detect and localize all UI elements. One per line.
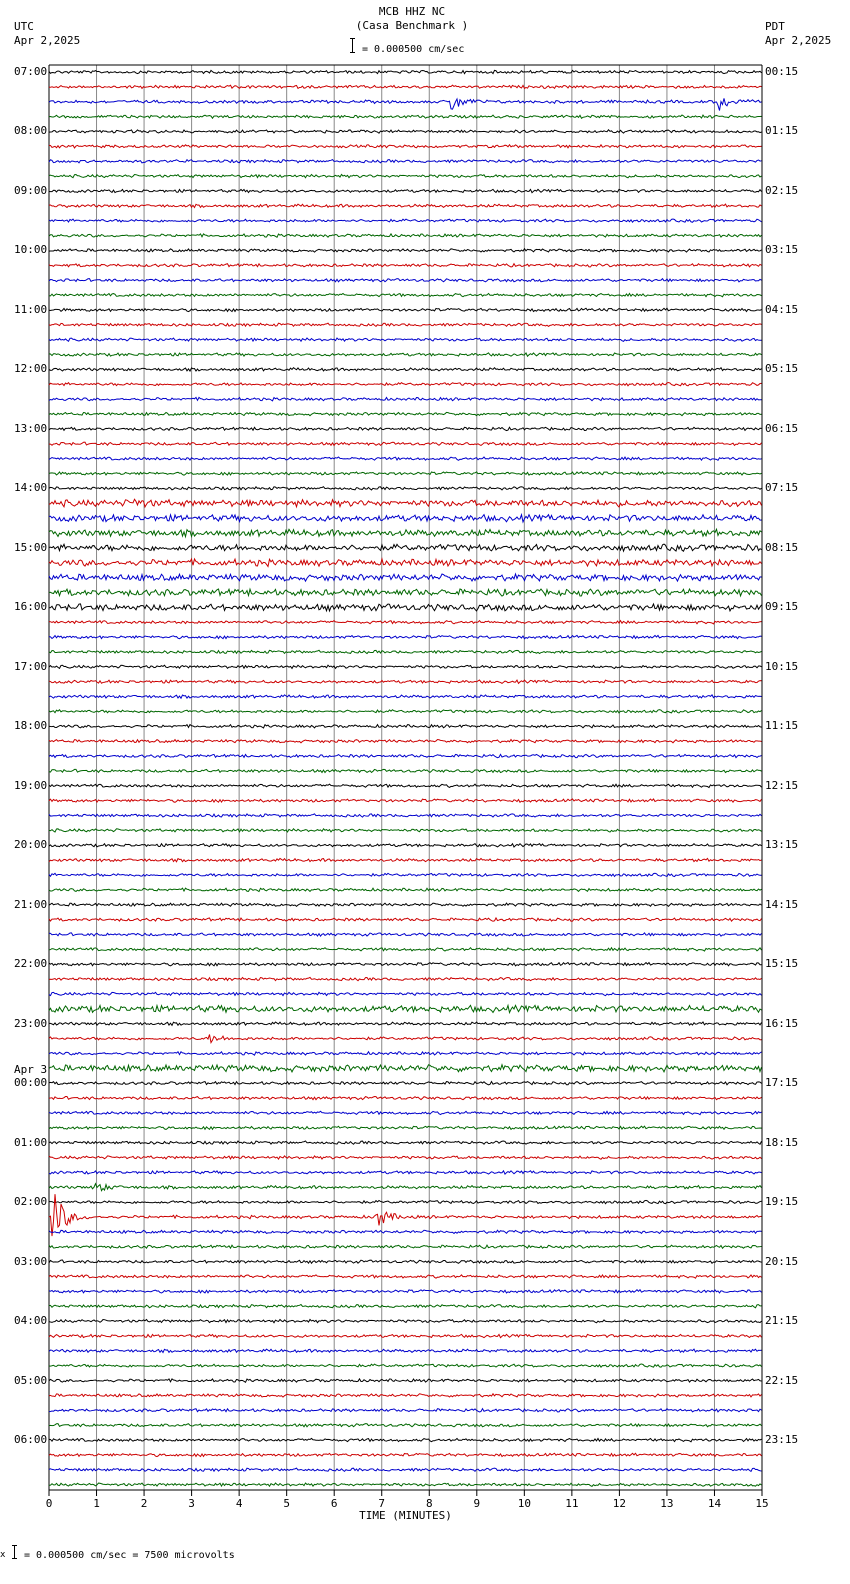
trace-row xyxy=(49,948,762,951)
trace-row xyxy=(49,754,762,757)
trace-row xyxy=(49,1126,762,1129)
trace-row xyxy=(49,1394,762,1397)
x-tick-label: 14 xyxy=(707,1497,722,1510)
trace-row xyxy=(49,1468,762,1471)
trace-row xyxy=(49,1171,762,1174)
trace-row xyxy=(49,1305,762,1308)
x-tick-label: 0 xyxy=(45,1497,53,1510)
trace-row xyxy=(49,145,762,148)
trace-row xyxy=(49,515,762,522)
trace-row xyxy=(49,829,762,832)
trace-row xyxy=(49,963,762,966)
trace-row xyxy=(49,873,762,876)
trace-row xyxy=(49,918,762,921)
trace-row xyxy=(49,1290,762,1293)
trace-row xyxy=(49,1200,762,1203)
utc-hour-label: 17:00 xyxy=(14,659,48,673)
pdt-hour-label: 09:15 xyxy=(765,600,799,614)
x-tick-label: 6 xyxy=(330,1497,338,1510)
utc-hour-label: 23:00 xyxy=(14,1016,48,1030)
trace-row xyxy=(49,70,762,73)
trace-row xyxy=(49,1424,762,1427)
x-tick-label: 15 xyxy=(755,1497,769,1510)
scale-label: = 0.000500 cm/sec xyxy=(362,44,465,55)
utc-hour-label: 15:00 xyxy=(14,540,48,554)
trace-row xyxy=(49,1194,762,1236)
trace-row xyxy=(49,1245,762,1248)
pdt-hour-label: 17:15 xyxy=(765,1076,799,1090)
pdt-hour-label: 15:15 xyxy=(765,957,799,971)
trace-row xyxy=(49,559,762,567)
x-tick-label: 12 xyxy=(612,1497,627,1510)
x-tick-label: 3 xyxy=(188,1497,195,1510)
station-location: (Casa Benchmark ) xyxy=(355,19,469,32)
trace-row xyxy=(49,1260,762,1263)
pdt-hour-label: 23:15 xyxy=(765,1433,799,1447)
utc-hour-label: 12:00 xyxy=(14,362,48,376)
trace-row xyxy=(49,784,762,787)
trace-row xyxy=(49,695,762,698)
trace-row xyxy=(49,725,762,728)
scale-bar-icon xyxy=(352,38,353,53)
utc-hour-label: 13:00 xyxy=(14,421,48,435)
pdt-hour-label: 22:15 xyxy=(765,1373,799,1387)
pdt-hour-label: 12:15 xyxy=(765,778,799,792)
pdt-hour-label: 21:15 xyxy=(765,1314,799,1328)
pdt-hour-label: 19:15 xyxy=(765,1195,799,1209)
time-axis xyxy=(46,1490,769,1522)
trace-row xyxy=(49,544,762,551)
utc-hour-label: 18:00 xyxy=(14,719,48,733)
pdt-hour-label: 16:15 xyxy=(765,1016,799,1030)
x-tick-label: 13 xyxy=(660,1497,674,1510)
trace-row xyxy=(49,383,762,386)
footer-scale-label: = 0.000500 cm/sec = 7500 microvolts xyxy=(24,1550,235,1561)
trace-row xyxy=(49,279,762,282)
trace-row xyxy=(49,769,762,772)
trace-row xyxy=(49,1483,762,1486)
left-timezone: UTC xyxy=(14,20,34,33)
trace-row xyxy=(49,1438,762,1441)
trace-row xyxy=(49,308,762,311)
trace-row xyxy=(49,353,762,356)
trace-row xyxy=(49,888,762,891)
right-date: Apr 2,2025 xyxy=(765,34,832,47)
pdt-hour-label: 02:15 xyxy=(765,183,799,197)
trace-row xyxy=(49,710,762,713)
trace-row xyxy=(49,130,762,133)
trace-row xyxy=(49,234,762,237)
trace-row xyxy=(49,992,762,995)
trace-row xyxy=(49,412,762,415)
trace-row xyxy=(49,189,762,192)
utc-hour-label: 03:00 xyxy=(14,1254,48,1268)
utc-hour-label: 02:00 xyxy=(14,1195,48,1209)
pdt-hour-label: 18:15 xyxy=(765,1135,799,1149)
pdt-hour-label: 08:15 xyxy=(765,540,799,554)
trace-row xyxy=(49,293,762,296)
trace-row xyxy=(49,204,762,207)
x-axis-title: TIME (MINUTES) xyxy=(359,1509,452,1522)
pdt-hour-label: 10:15 xyxy=(765,659,799,673)
utc-hour-label: 20:00 xyxy=(14,838,48,852)
station-title: MCB HHZ NC xyxy=(378,5,446,18)
x-tick-label: 7 xyxy=(378,1497,386,1510)
trace-row xyxy=(49,799,762,802)
footer-scale-bar-icon xyxy=(14,1545,15,1559)
trace-row xyxy=(49,1453,762,1456)
pdt-hour-label: 06:15 xyxy=(765,421,799,435)
trace-row xyxy=(49,529,762,536)
trace-rows xyxy=(49,70,762,1486)
trace-row xyxy=(49,680,762,683)
trace-row xyxy=(49,1364,762,1367)
trace-row xyxy=(49,604,762,611)
trace-row xyxy=(49,1111,762,1114)
trace-row xyxy=(49,650,762,653)
x-tick-label: 9 xyxy=(473,1497,481,1510)
utc-hour-label: 05:00 xyxy=(14,1373,48,1387)
pdt-hour-label: 03:15 xyxy=(765,243,799,257)
x-tick-label: 11 xyxy=(565,1497,579,1510)
trace-row xyxy=(49,427,762,430)
trace-row xyxy=(49,397,762,400)
trace-row xyxy=(49,1022,762,1025)
trace-row xyxy=(49,115,762,118)
x-tick-label: 5 xyxy=(283,1497,290,1510)
trace-row xyxy=(49,1409,762,1412)
trace-row xyxy=(49,903,762,906)
pdt-hour-label: 00:15 xyxy=(765,65,799,78)
trace-row xyxy=(49,1052,762,1055)
x-tick-label: 2 xyxy=(140,1497,148,1510)
trace-row xyxy=(49,1275,762,1278)
trace-row xyxy=(49,472,762,475)
utc-hour-label: 01:00 xyxy=(14,1135,48,1149)
pdt-hour-label: 14:15 xyxy=(765,897,799,911)
trace-row xyxy=(49,589,762,596)
trace-row xyxy=(49,740,762,743)
utc-hour-label: 08:00 xyxy=(14,124,48,138)
utc-hour-label: 22:00 xyxy=(14,957,48,971)
utc-hour-label: 10:00 xyxy=(14,243,48,257)
trace-row xyxy=(49,249,762,252)
trace-row xyxy=(49,1379,762,1382)
date-change-label: Apr 3 xyxy=(14,1063,48,1077)
pdt-hour-label: 01:15 xyxy=(765,124,799,138)
trace-row xyxy=(49,574,762,581)
trace-row xyxy=(49,1319,762,1322)
left-date: Apr 2,2025 xyxy=(14,34,81,47)
trace-row xyxy=(49,621,762,624)
trace-row xyxy=(49,499,762,507)
trace-row xyxy=(49,844,762,847)
x-tick-label: 1 xyxy=(93,1497,100,1510)
utc-hour-label: 11:00 xyxy=(14,302,48,316)
utc-hour-label: 19:00 xyxy=(14,778,48,792)
trace-row xyxy=(49,264,762,267)
pdt-hour-label: 20:15 xyxy=(765,1254,799,1268)
trace-row xyxy=(49,174,762,177)
trace-row xyxy=(49,1230,762,1233)
utc-hour-label: 09:00 xyxy=(14,183,48,197)
trace-row xyxy=(49,98,762,110)
trace-row xyxy=(49,635,762,638)
trace-row xyxy=(49,1349,762,1352)
trace-row xyxy=(49,85,762,88)
utc-hour-label: 07:00 xyxy=(14,65,48,78)
trace-row xyxy=(49,1065,762,1072)
trace-row xyxy=(49,1141,762,1144)
trace-row xyxy=(49,219,762,222)
x-tick-label: 10 xyxy=(517,1497,531,1510)
x-tick-label: 4 xyxy=(235,1497,243,1510)
trace-row xyxy=(49,368,762,371)
trace-row xyxy=(49,1005,762,1012)
pdt-hour-label: 13:15 xyxy=(765,838,799,852)
trace-row xyxy=(49,1082,762,1085)
pdt-hour-label: 07:15 xyxy=(765,481,799,495)
pdt-hour-label: 11:15 xyxy=(765,719,799,733)
right-timezone: PDT xyxy=(765,20,785,33)
trace-row xyxy=(49,665,762,668)
trace-row xyxy=(49,977,762,980)
trace-row xyxy=(49,933,762,936)
trace-row xyxy=(49,457,762,460)
trace-row xyxy=(49,338,762,341)
trace-row xyxy=(49,160,762,163)
trace-row xyxy=(49,1096,762,1099)
utc-hour-label: 14:00 xyxy=(14,481,48,495)
trace-row xyxy=(49,442,762,445)
trace-row xyxy=(49,1184,762,1191)
trace-row xyxy=(49,814,762,817)
trace-row xyxy=(49,487,762,490)
utc-hour-label: 04:00 xyxy=(14,1314,48,1328)
trace-row xyxy=(49,1035,762,1043)
x-tick-label: 8 xyxy=(425,1497,433,1510)
pdt-hour-label: 05:15 xyxy=(765,362,799,376)
footer-prefix: x xyxy=(0,1550,6,1560)
trace-row xyxy=(49,323,762,326)
trace-row xyxy=(49,1334,762,1337)
trace-row xyxy=(49,1156,762,1159)
utc-hour-label: 16:00 xyxy=(14,600,48,614)
trace-row xyxy=(49,858,762,861)
utc-hour-label: 06:00 xyxy=(14,1433,48,1447)
utc-hour-label: 21:00 xyxy=(14,897,48,911)
pdt-hour-label: 04:15 xyxy=(765,302,799,316)
utc-hour-label: 00:00 xyxy=(14,1076,48,1090)
